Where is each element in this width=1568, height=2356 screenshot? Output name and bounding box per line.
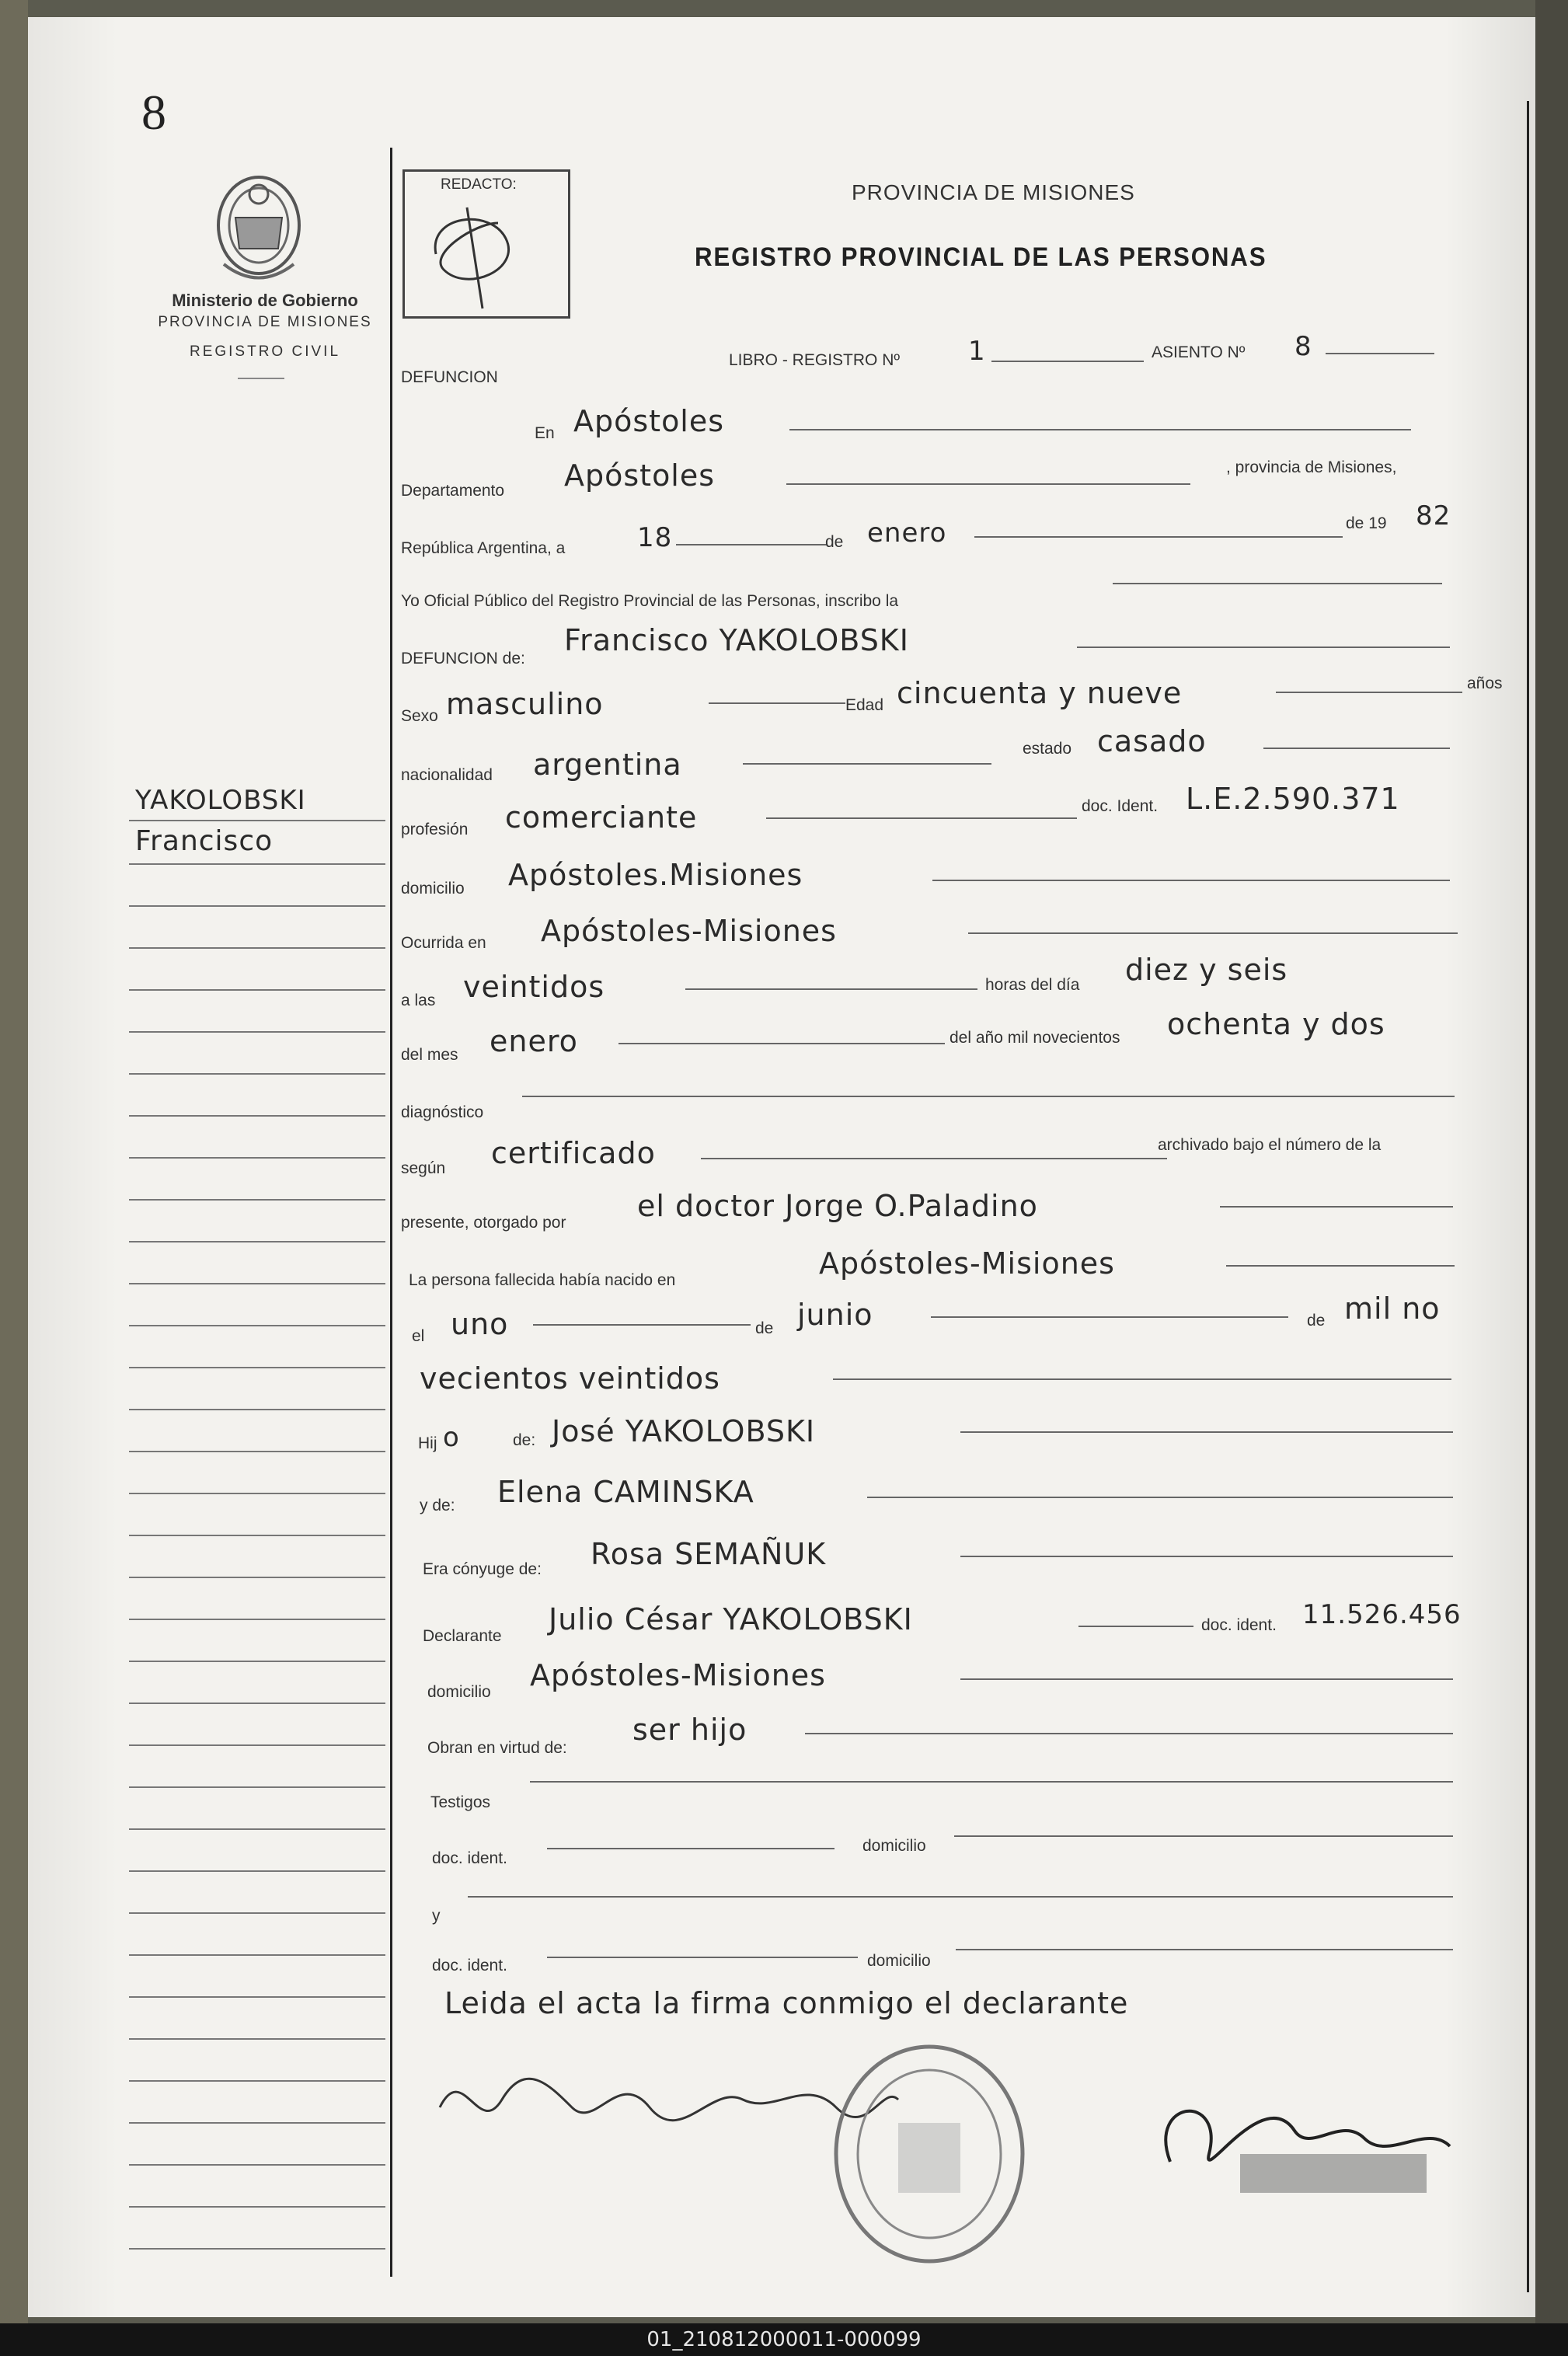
rule bbox=[968, 932, 1458, 934]
rule bbox=[932, 880, 1450, 881]
rule bbox=[1220, 1206, 1453, 1208]
header-province: PROVINCIA DE MISIONES bbox=[852, 180, 1135, 204]
rule bbox=[1077, 647, 1450, 648]
rule bbox=[931, 1316, 1288, 1318]
obran-value: ser hijo bbox=[632, 1713, 747, 1747]
rule bbox=[960, 1678, 1453, 1680]
ocurrida-value: Apóstoles-Misiones bbox=[541, 914, 837, 948]
sexo-value: masculino bbox=[446, 687, 604, 721]
doc-label: doc. Ident. bbox=[1082, 797, 1159, 815]
rule bbox=[766, 817, 1077, 819]
rule bbox=[974, 536, 1343, 538]
rule bbox=[954, 1835, 1453, 1837]
segun-value: certificado bbox=[491, 1136, 656, 1170]
delmes-value: enero bbox=[490, 1024, 578, 1058]
oficial-label: Yo Oficial Público del Registro Provincial de las Personas, inscribo la bbox=[401, 592, 899, 610]
provincia-label: , provincia de Misiones, bbox=[1226, 458, 1397, 476]
hijo-de-label: de: bbox=[513, 1431, 536, 1449]
dia-texto: diez y seis bbox=[1125, 953, 1288, 987]
rule bbox=[685, 988, 977, 990]
en-label: En bbox=[535, 424, 555, 442]
de2-value: junio bbox=[797, 1298, 873, 1332]
departamento-label: Departamento bbox=[401, 482, 505, 500]
delanio-label: del año mil novecientos bbox=[950, 1029, 1120, 1047]
domicilio-value: Apóstoles.Misiones bbox=[508, 858, 803, 892]
rule bbox=[991, 361, 1144, 362]
rule bbox=[1326, 353, 1434, 354]
doc-value: L.E.2.590.371 bbox=[1186, 782, 1400, 816]
redacto-box bbox=[402, 169, 570, 319]
book-spine bbox=[0, 0, 28, 2323]
redacto-label: REDACTO: bbox=[441, 176, 517, 193]
domicilio2-value: Apóstoles-Misiones bbox=[530, 1658, 826, 1692]
alas-value: veintidos bbox=[463, 970, 605, 1004]
declarante-label: Declarante bbox=[423, 1627, 502, 1645]
official-signature bbox=[1139, 2068, 1465, 2208]
alas-label: a las bbox=[401, 992, 436, 1009]
diagnostico-label: diagnóstico bbox=[401, 1103, 484, 1121]
de3-value: mil no bbox=[1344, 1291, 1441, 1326]
official-stamp bbox=[821, 2037, 1038, 2271]
asiento-value: 8 bbox=[1294, 331, 1312, 362]
hijo-value: José YAKOLOBSKI bbox=[552, 1414, 816, 1448]
rule bbox=[547, 1848, 835, 1849]
sexo-label: Sexo bbox=[401, 707, 438, 725]
divider bbox=[238, 378, 284, 379]
libro-value: 1 bbox=[968, 336, 986, 367]
margin-given-name: Francisco bbox=[135, 825, 274, 857]
rule bbox=[960, 1431, 1453, 1433]
departamento-value: Apóstoles bbox=[564, 458, 716, 493]
right-border bbox=[1527, 101, 1529, 2292]
edad-label: Edad bbox=[845, 696, 884, 714]
margin-surname: YAKOLOBSKI bbox=[135, 785, 306, 816]
defuncion-title: DEFUNCION bbox=[401, 368, 498, 386]
edad-value: cincuenta y nueve bbox=[897, 676, 1183, 710]
yde-value: Elena CAMINSKA bbox=[497, 1475, 754, 1509]
defuncion-de-label: DEFUNCION de: bbox=[401, 650, 525, 667]
nacido-value: Apóstoles-Misiones bbox=[819, 1246, 1115, 1281]
register-page bbox=[28, 17, 1535, 2317]
rule bbox=[867, 1497, 1453, 1498]
libro-label: LIBRO - REGISTRO Nº bbox=[729, 351, 901, 369]
obran-label: Obran en virtud de: bbox=[427, 1739, 567, 1757]
de2-label: de bbox=[755, 1319, 774, 1337]
nacionalidad-label: nacionalidad bbox=[401, 766, 493, 784]
rule bbox=[533, 1324, 751, 1326]
estado-label: estado bbox=[1023, 740, 1072, 758]
rule bbox=[522, 1096, 1455, 1097]
nacionalidad-value: argentina bbox=[533, 748, 682, 782]
domicilio-label: domicilio bbox=[401, 880, 465, 897]
ministry-registro: REGISTRO CIVIL bbox=[189, 343, 341, 360]
page-number: 8 bbox=[141, 85, 166, 140]
doc2-label: doc. ident. bbox=[1201, 1616, 1277, 1634]
domicilio4-label: domicilio bbox=[867, 1952, 931, 1970]
domicilio2-label: domicilio bbox=[427, 1683, 491, 1701]
el-label: el bbox=[412, 1327, 425, 1345]
mes-value: enero bbox=[867, 518, 947, 549]
domicilio3-label: domicilio bbox=[862, 1837, 926, 1855]
delmes-label: del mes bbox=[401, 1046, 458, 1064]
de19-label: de 19 bbox=[1346, 514, 1387, 532]
testigos-label: Testigos bbox=[430, 1793, 491, 1811]
en-value: Apóstoles bbox=[573, 404, 725, 438]
delanio-value: ochenta y dos bbox=[1167, 1007, 1385, 1041]
rule bbox=[530, 1781, 1453, 1783]
ocurrida-label: Ocurrida en bbox=[401, 934, 486, 952]
profesion-label: profesión bbox=[401, 821, 469, 838]
asiento-label: ASIENTO Nº bbox=[1152, 343, 1246, 361]
rule bbox=[468, 1896, 1453, 1898]
presente-label: presente, otorgado por bbox=[401, 1214, 566, 1232]
leida-value: Leida el acta la firma conmigo el declarante bbox=[444, 1986, 1129, 2020]
rule bbox=[956, 1949, 1453, 1950]
yde-label: y de: bbox=[420, 1497, 455, 1514]
horas-label: horas del día bbox=[985, 976, 1080, 994]
rule bbox=[1276, 692, 1462, 693]
presente-value: el doctor Jorge O.Paladino bbox=[637, 1189, 1038, 1223]
hijo-label: Hij bbox=[418, 1434, 437, 1452]
anios-label: años bbox=[1467, 674, 1503, 692]
rule bbox=[676, 544, 827, 545]
rule bbox=[547, 1957, 858, 1958]
defuncion-de-value: Francisco YAKOLOBSKI bbox=[564, 623, 909, 657]
rule bbox=[618, 1043, 945, 1044]
de-label: de bbox=[825, 533, 844, 551]
rule bbox=[805, 1733, 1453, 1734]
rule bbox=[786, 483, 1190, 485]
segun-label: según bbox=[401, 1159, 446, 1177]
redacto-signature bbox=[420, 200, 537, 316]
declarante-value: Julio César YAKOLOBSKI bbox=[549, 1602, 913, 1636]
archivado-label: archivado bajo el número de la bbox=[1158, 1136, 1382, 1154]
docident2-label: doc. ident. bbox=[432, 1957, 507, 1974]
margin-ruled-lines bbox=[129, 817, 393, 2278]
conyuge-value: Rosa SEMAÑUK bbox=[591, 1537, 827, 1571]
ministry-province: PROVINCIA DE MISIONES bbox=[158, 314, 372, 330]
nacido-label: La persona fallecida había nacido en bbox=[409, 1271, 676, 1289]
rule bbox=[1226, 1265, 1455, 1267]
rule bbox=[789, 429, 1411, 430]
page-edge bbox=[1535, 0, 1568, 2323]
anio-value: 82 bbox=[1416, 500, 1451, 531]
doc2-value: 11.526.456 bbox=[1302, 1599, 1462, 1630]
estado-value: casado bbox=[1097, 724, 1207, 758]
rule bbox=[701, 1158, 1167, 1159]
rule bbox=[1113, 583, 1442, 584]
ministry-name: Ministerio de Gobierno bbox=[172, 291, 358, 310]
continuation-value: vecientos veintidos bbox=[420, 1361, 720, 1396]
hijo-suffix: o bbox=[443, 1422, 460, 1453]
rule bbox=[833, 1378, 1451, 1380]
rule bbox=[709, 702, 845, 704]
conyuge-label: Era cónyuge de: bbox=[423, 1560, 542, 1578]
el-value: uno bbox=[451, 1307, 509, 1341]
dia-value: 18 bbox=[637, 522, 673, 553]
rule bbox=[960, 1556, 1453, 1557]
header-registry: REGISTRO PROVINCIAL DE LAS PERSONAS bbox=[695, 242, 1267, 272]
coat-of-arms-icon bbox=[208, 163, 309, 288]
republica-label: República Argentina, a bbox=[401, 539, 566, 557]
y-label: y bbox=[432, 1907, 441, 1925]
rule bbox=[1078, 1626, 1193, 1627]
footer-label: 01_210812000011-000099 bbox=[0, 2323, 1568, 2356]
profesion-value: comerciante bbox=[505, 800, 698, 835]
de3-label: de bbox=[1307, 1312, 1326, 1330]
docident1-label: doc. ident. bbox=[432, 1849, 507, 1867]
rule bbox=[743, 763, 991, 765]
rule bbox=[1263, 748, 1450, 749]
